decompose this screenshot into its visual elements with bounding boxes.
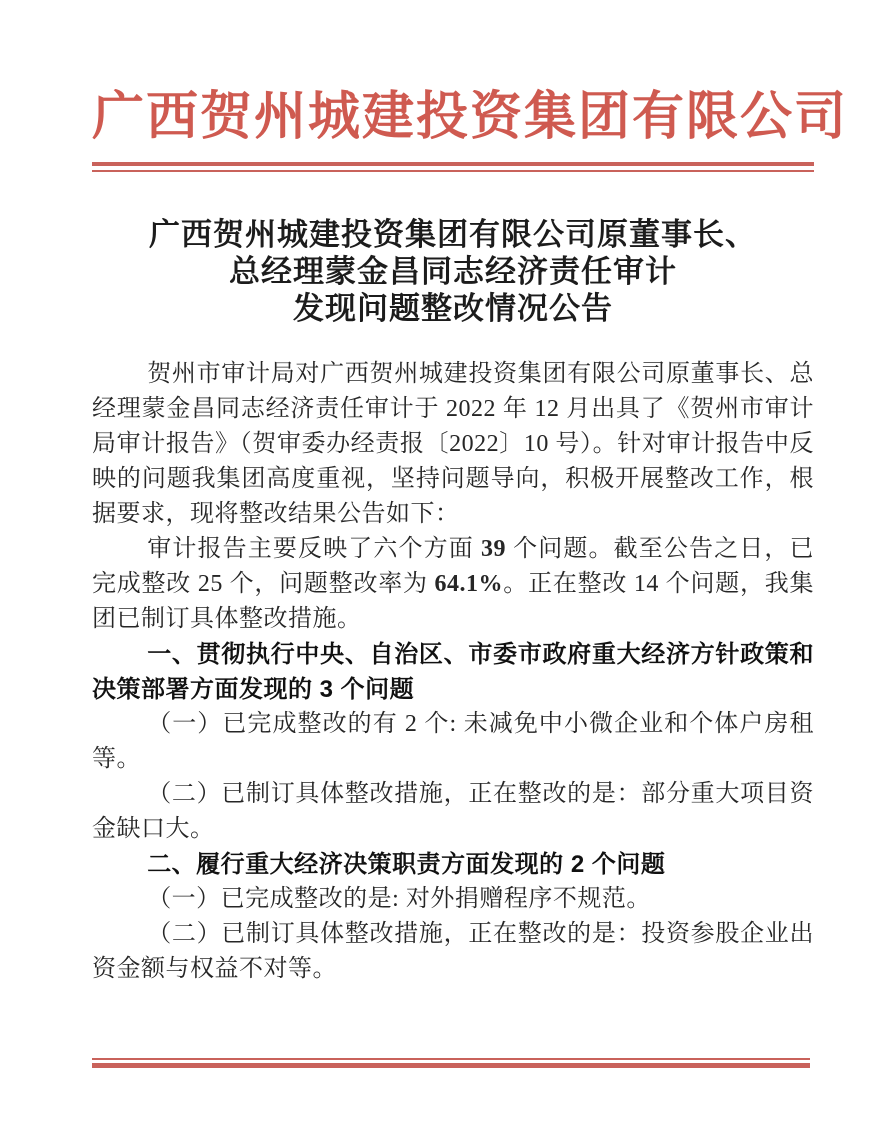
masthead — [92, 0, 849, 172]
text-segment: 审计报告主要反映了六个方面 — [147, 535, 481, 562]
text-segment: （二）已制订具体整改措施，正在整改的是：部分重大项目资金缺口大。 — [92, 780, 814, 842]
text-segment: （一）已完成整改的有 2 个: 未减免中小微企业和个体户房租等。 — [92, 710, 814, 772]
paragraph — [92, 917, 814, 987]
text-segment: （二）已制订具体整改措施，正在整改的是：投资参股企业出资金额与权益不对等。 — [92, 920, 814, 982]
text-segment: 。正在整改 14 个问题，我集团已制订具体整改措施。 — [92, 570, 815, 632]
text-segment: 个问题。截至公告之日，已完成整改 25 个，问题整改率为 — [92, 535, 815, 597]
divider-thin-line — [92, 1058, 810, 1060]
section-heading — [92, 637, 814, 707]
divider-thin-line — [92, 170, 814, 172]
emphasized-number: 64.1% — [434, 570, 504, 597]
paragraph — [92, 532, 814, 637]
paragraph — [92, 777, 814, 847]
title-line-2: 总经理蒙金昌同志经济责任审计 — [229, 253, 677, 289]
text-segment: （一）已完成整改的是: 对外捐赠程序不规范。 — [147, 885, 651, 912]
company-name: 广西贺州城建投资集团有限公司 — [92, 89, 849, 146]
paragraph — [92, 882, 814, 917]
title-line-3: 发现问题整改情况公告 — [293, 290, 613, 326]
emphasized-number: 一、贯彻执行中央、自治区、市委市政府重大经济方针政策和决策部署方面发现的 3 个问题 — [92, 640, 814, 703]
emphasized-number: 二、履行重大经济决策职责方面发现的 2 个问题 — [147, 850, 666, 878]
paragraph — [92, 357, 814, 532]
divider-thick-line — [92, 162, 814, 166]
document-title — [92, 216, 814, 327]
body-paragraphs — [92, 357, 814, 987]
emphasized-number: 39 — [480, 535, 506, 562]
title-line-1: 广西贺州城建投资集团有限公司原董事长、 — [149, 216, 757, 252]
divider-thick-line — [92, 1063, 810, 1068]
paragraph — [92, 707, 814, 777]
footer-divider — [92, 1058, 810, 1068]
masthead-divider — [92, 162, 814, 172]
text-segment: 贺州市审计局对广西贺州城建投资集团有限公司原董事长、总经理蒙金昌同志经济责任审计于 2022 年 12 月出具了《贺州市审计局审计报告》（贺审委办经责报〔2022〕10 号）。针对审计报告中反映的问题我集团高度重视，坚持问题导向，积极开展整改工作，根据要求，现将整改结果公告如下： — [92, 360, 814, 527]
section-heading — [92, 847, 814, 882]
